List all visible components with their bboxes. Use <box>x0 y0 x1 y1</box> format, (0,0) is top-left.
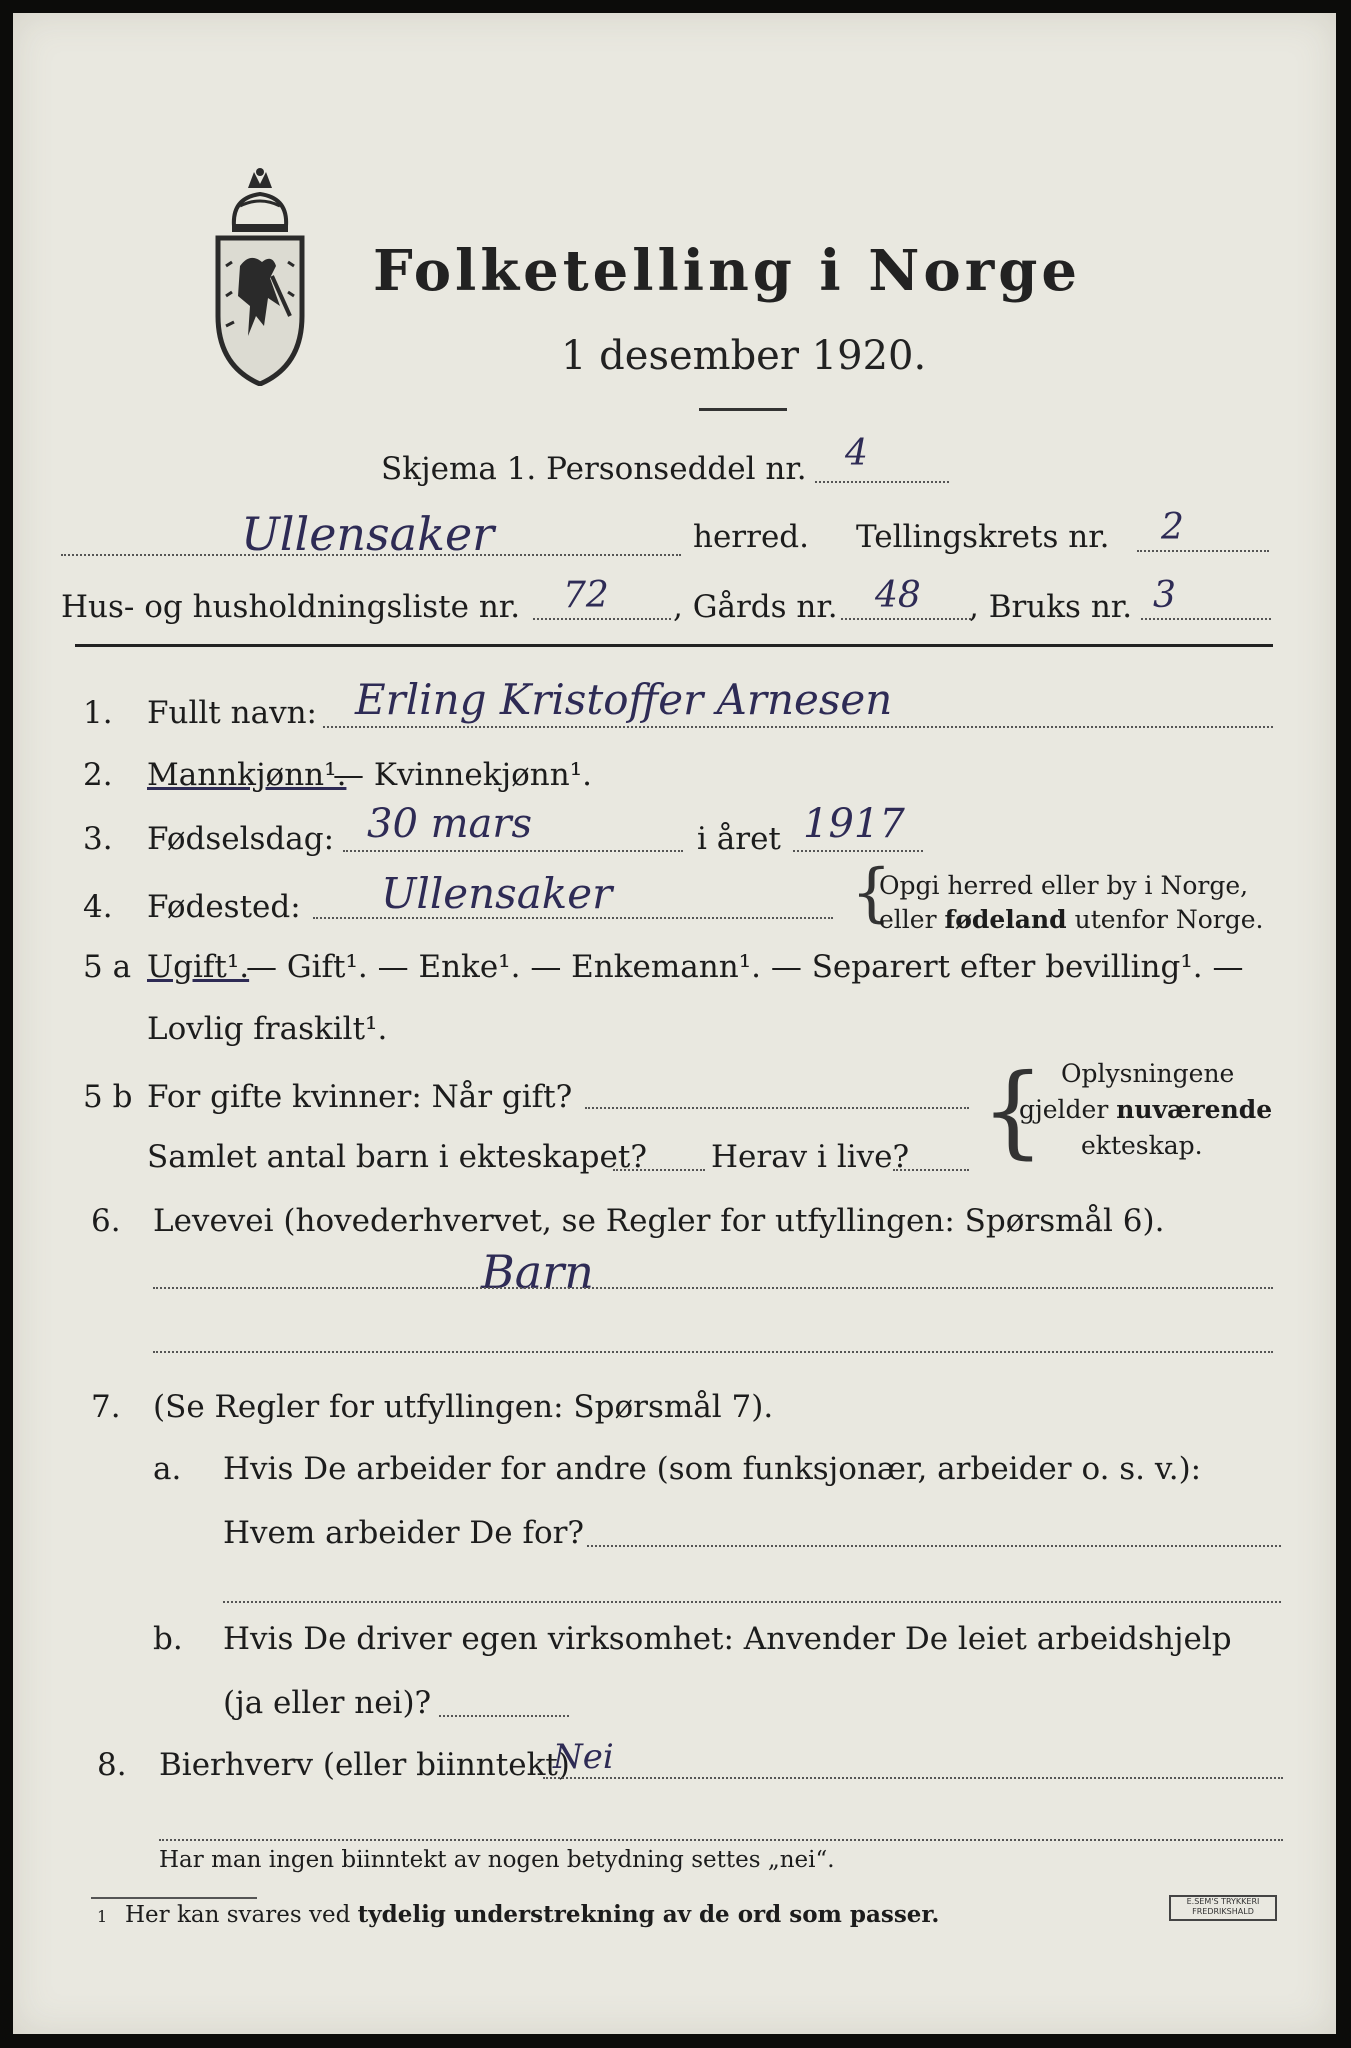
q4-brace: { <box>851 856 892 930</box>
q3-number: 3. <box>83 821 113 857</box>
mannkjonn-option: Mannkjønn¹. <box>147 757 347 793</box>
census-date: 1 desember 1920. <box>561 333 927 379</box>
footnote-separator <box>91 1897 257 1899</box>
full-name-value: Erling Kristoffer Arnesen <box>355 675 893 724</box>
bruks-field-line <box>1141 618 1271 620</box>
norway-coat-of-arms-icon <box>210 166 310 386</box>
hired-help-field-line <box>439 1715 569 1717</box>
tellingskrets-label: Tellingskrets nr. <box>856 519 1110 555</box>
q5b-brace: { <box>981 1052 1045 1169</box>
q7-number: 7. <box>91 1389 121 1425</box>
herred-label: herred. <box>693 519 809 555</box>
q7b-line1: Hvis De driver egen virksomhet: Anvender De leiet arbeidshjelp <box>223 1621 1232 1657</box>
q4-label: Fødested: <box>147 889 301 925</box>
q5b-note-line3: ekteskap. <box>1081 1131 1203 1160</box>
tellingskrets-value: 2 <box>1161 507 1184 548</box>
q5b-number: 5 b <box>83 1079 133 1115</box>
tellingskrets-field-line <box>1137 550 1269 552</box>
q7a-line1: Hvis De arbeider for andre (som funksjonær, arbeider o. s. v.): <box>223 1451 1202 1487</box>
q6-number: 6. <box>91 1203 121 1239</box>
birthdate-field-line <box>343 850 683 852</box>
husliste-field-line <box>533 618 671 620</box>
year-label: i året <box>697 821 781 857</box>
occupation-field-line-1 <box>153 1287 1273 1289</box>
q7a-letter: a. <box>153 1451 182 1487</box>
skjema-label: Skjema 1. Personseddel nr. <box>381 451 807 487</box>
q6-label: Levevei (hovederhvervet, se Regler for utfyllingen: Spørsmål 6). <box>153 1203 1165 1239</box>
employer-field-line-2 <box>223 1601 1281 1603</box>
census-form-sheet <box>13 13 1336 2034</box>
herred-value: Ullensaker <box>241 507 495 561</box>
occupation-field-line-2 <box>153 1351 1273 1353</box>
lovlig-fraskilt-option: Lovlig fraskilt¹. <box>147 1011 388 1047</box>
q7b-line2: (ja eller nei)? <box>223 1685 432 1721</box>
q5b-married-when: For gifte kvinner: Når gift? <box>147 1079 573 1115</box>
footnote-text: Her kan svares ved tydelig understrekning av de ord som passer. <box>125 1901 940 1928</box>
marital-options: — Gift¹. — Enke¹. — Enkemann¹. — Separert efter bevilling¹. — <box>246 949 1244 985</box>
q4-note-line1: Opgi herred eller by i Norge, <box>879 871 1249 900</box>
q7a-line2: Hvem arbeider De for? <box>223 1515 585 1551</box>
skjema-field-line <box>815 481 949 483</box>
form-title: Folketelling i Norge <box>373 238 1082 304</box>
q4-note-line2: eller fødeland utenfor Norge. <box>879 905 1264 934</box>
bruks-label: , Bruks nr. <box>969 589 1133 625</box>
employer-field-line-1 <box>587 1545 1281 1547</box>
q5b-alive-label: Herav i live? <box>711 1139 910 1175</box>
birthyear-value: 1917 <box>803 801 905 847</box>
kvinnekjonn-option: — Kvinnekjønn¹. <box>333 757 592 793</box>
full-name-field-line <box>323 726 1273 728</box>
q7-label: (Se Regler for utfyllingen: Spørsmål 7). <box>153 1389 774 1425</box>
q1-label: Fullt navn: <box>147 695 317 731</box>
q4-number: 4. <box>83 889 113 925</box>
birthdate-value: 30 mars <box>367 801 533 847</box>
header-separator <box>75 644 1273 647</box>
gards-label: , Gårds nr. <box>673 589 838 625</box>
children-alive-field-line <box>893 1169 969 1171</box>
birthplace-value: Ullensaker <box>381 869 613 918</box>
q3-label: Fødselsdag: <box>147 821 335 857</box>
q8-label: Bierhverv (eller biinntekt) <box>159 1747 570 1783</box>
side-income-field-line-1 <box>543 1777 1283 1779</box>
husliste-label: Hus- og husholdningsliste nr. <box>61 589 521 625</box>
husliste-value: 72 <box>563 575 609 616</box>
q7b-letter: b. <box>153 1621 183 1657</box>
q1-number: 1. <box>83 695 113 731</box>
q5b-note-line2: gjelder nuværende <box>1019 1095 1273 1124</box>
footnote-mark: 1 <box>97 1907 108 1926</box>
side-income-value: Nei <box>553 1737 614 1777</box>
no-income-note: Har man ingen biinntekt av nogen betydning settes „nei“. <box>159 1847 835 1873</box>
occupation-value: Barn <box>481 1245 594 1299</box>
q5b-note-line1: Oplysningene <box>1061 1059 1235 1088</box>
q8-number: 8. <box>97 1747 127 1783</box>
side-income-field-line-2 <box>159 1839 1283 1841</box>
married-when-field-line <box>585 1107 969 1109</box>
ugift-option: Ugift¹. <box>147 949 250 985</box>
title-divider <box>699 408 787 411</box>
q2-number: 2. <box>83 757 113 793</box>
gards-value: 48 <box>875 575 921 616</box>
personseddel-number: 4 <box>845 433 868 474</box>
birthyear-field-line <box>793 850 923 852</box>
printer-stamp: E.SEM'S TRYKKERI FREDRIKSHALD <box>1169 1895 1277 1921</box>
children-count-field-line <box>613 1169 705 1171</box>
q5a-number: 5 a <box>83 949 132 985</box>
bruks-value: 3 <box>1153 575 1176 616</box>
q5b-children-count: Samlet antal barn i ekteskapet? <box>147 1139 647 1175</box>
gards-field-line <box>841 618 971 620</box>
